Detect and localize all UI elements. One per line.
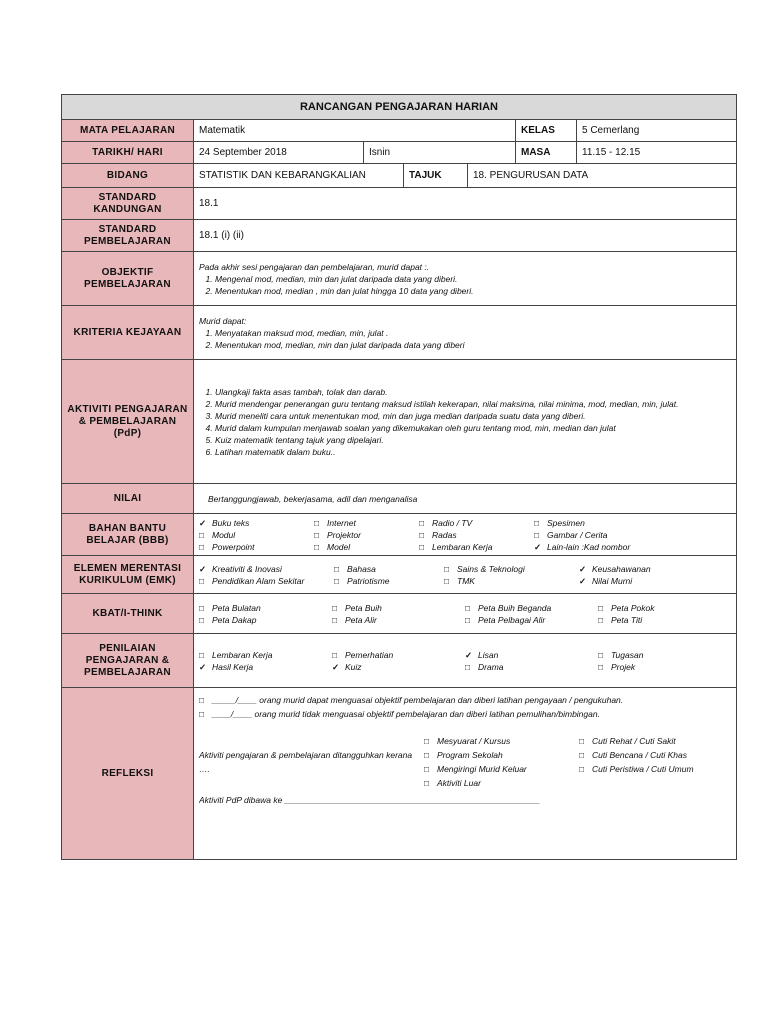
refleksi-ditangguh: Aktiviti pengajaran & pembelajaran ditangguhkan kerana …. bbox=[199, 750, 413, 774]
label-standard-pembelajaran: STANDARD PEMBELAJARAN bbox=[62, 220, 194, 252]
label-penilaian: PENILAIAN PENGAJARAN & PEMBELAJARAN bbox=[62, 634, 194, 688]
value-kelas: 5 Cemerlang bbox=[577, 120, 737, 142]
objektif-list bbox=[199, 273, 731, 297]
value-tajuk: 18. PENGURUSAN DATA bbox=[468, 164, 737, 188]
kbat-option[interactable]: □ Peta Bulatan bbox=[199, 602, 261, 613]
refleksi-postpone-block bbox=[199, 734, 731, 790]
bbb-option[interactable]: □ Radio / TV bbox=[419, 517, 473, 528]
bbb-option[interactable]: ✓ Buku teks bbox=[199, 517, 250, 528]
emk-option[interactable]: ✓ Keusahawanan bbox=[579, 563, 651, 574]
label-mata-pelajaran: MATA PELAJARAN bbox=[62, 120, 194, 142]
bbb-option[interactable]: □ Lembaran Kerja bbox=[419, 541, 493, 552]
label-kbat: KBAT/I-THINK bbox=[62, 594, 194, 634]
kriteria-item: 1. Menyatakan maksud mod, median, min, julat . bbox=[215, 327, 731, 339]
emk-option[interactable]: □ Pendidikan Alam Sekitar bbox=[199, 575, 305, 586]
page-title: RANCANGAN PENGAJARAN HARIAN bbox=[62, 95, 737, 120]
bbb-option[interactable]: □ Gambar / Cerita bbox=[534, 529, 608, 540]
lesson-plan-table bbox=[61, 94, 737, 860]
label-bidang: BIDANG bbox=[62, 164, 194, 188]
value-mata-pelajaran: Matematik bbox=[194, 120, 516, 142]
penilaian-option[interactable]: □ Pemerhatian bbox=[332, 649, 394, 660]
refleksi-reasons-col2 bbox=[579, 734, 729, 790]
penilaian-option[interactable]: ✓ Hasil Kerja bbox=[199, 661, 254, 672]
label-standard-kandungan: STANDARD KANDUNGAN bbox=[62, 188, 194, 220]
reason-option[interactable]: □ Mesyuarat / Kursus bbox=[424, 736, 511, 746]
label-objektif: OBJEKTIF PEMBELAJARAN bbox=[62, 252, 194, 306]
kbat-option[interactable]: □ Peta Pelbagai Alir bbox=[465, 614, 546, 625]
objektif-item: 2. Menentukan mod, median , min dan julat hingga 10 data yang diberi. bbox=[215, 285, 731, 297]
objektif-intro: Pada akhir sesi pengajaran dan pembelajaran, murid dapat :. bbox=[199, 261, 430, 272]
penilaian-cell bbox=[194, 634, 737, 688]
kbat-checklist bbox=[199, 602, 731, 626]
reason-option[interactable]: □ Mengiringi Murid Keluar bbox=[424, 764, 527, 774]
penilaian-option[interactable]: □ Tugasan bbox=[598, 649, 644, 660]
aktiviti-cell bbox=[194, 360, 737, 484]
reason-option[interactable]: □ Cuti Bencana / Cuti Khas bbox=[579, 750, 687, 760]
label-kelas: KELAS bbox=[516, 120, 577, 142]
bbb-option[interactable]: □ Model bbox=[314, 541, 351, 552]
label-tajuk: TAJUK bbox=[404, 164, 468, 188]
value-hari: Isnin bbox=[364, 142, 516, 164]
kriteria-cell bbox=[194, 306, 737, 360]
refleksi-line-1: □ _____/____ orang murid dapat menguasai objektif pembelajaran dan diberi latihan pengayaan / pengukuhan. bbox=[199, 695, 624, 705]
aktiviti-item: 4. Murid dalam kumpulan menjawab soalan yang dikemukakan oleh guru tentang mod, min, median dan julat bbox=[215, 422, 731, 434]
refleksi-line-2: □ ____/____ orang murid tidak menguasai objektif pembelajaran dan diberi latihan pemulihan/bimbingan. bbox=[199, 709, 600, 719]
lesson-plan-sheet bbox=[61, 94, 736, 860]
reason-option[interactable]: □ Cuti Peristiwa / Cuti Umum bbox=[579, 764, 694, 774]
penilaian-option[interactable]: ✓ Lisan bbox=[465, 649, 499, 660]
value-nilai: Bertanggungjawab, bekerjasama, adil dan menganalisa bbox=[194, 484, 737, 514]
kriteria-item: 2. Menentukan mod, median, min dan julat daripada data yang diberi bbox=[215, 339, 731, 351]
kbat-option[interactable]: □ Peta Dakap bbox=[199, 614, 257, 625]
emk-option[interactable]: ✓ Kreativiti & Inovasi bbox=[199, 563, 282, 574]
value-standard-pembelajaran: 18.1 (i) (ii) bbox=[194, 220, 737, 252]
aktiviti-item: 5. Kuiz matematik tentang tajuk yang dipelajari. bbox=[215, 434, 731, 446]
bbb-option[interactable]: ✓ Lain-lain :Kad nombor bbox=[534, 541, 631, 552]
bbb-cell bbox=[194, 514, 737, 556]
aktiviti-item: 6. Latihan matematik dalam buku.. bbox=[215, 446, 731, 458]
reason-option[interactable]: □ Cuti Rehat / Cuti Sakit bbox=[579, 736, 676, 746]
value-bidang: STATISTIK DAN KEBARANGKALIAN bbox=[194, 164, 404, 188]
bbb-option[interactable]: □ Internet bbox=[314, 517, 356, 528]
label-tarikh-hari: TARIKH/ HARI bbox=[62, 142, 194, 164]
label-emk: ELEMEN MERENTASI KURIKULUM (EMK) bbox=[62, 556, 194, 594]
kbat-option[interactable]: □ Peta Alir bbox=[332, 614, 377, 625]
penilaian-option[interactable]: □ Drama bbox=[465, 661, 504, 672]
kbat-option[interactable]: □ Peta Buih Beganda bbox=[465, 602, 552, 613]
kriteria-intro: Murid dapat: bbox=[199, 315, 247, 326]
label-refleksi: REFLEKSI bbox=[62, 688, 194, 860]
refleksi-reasons-col1 bbox=[424, 734, 579, 790]
penilaian-option[interactable]: □ Lembaran Kerja bbox=[199, 649, 273, 660]
penilaian-checklist bbox=[199, 649, 731, 673]
bbb-option[interactable]: □ Spesimen bbox=[534, 517, 585, 528]
bbb-option[interactable]: □ Modul bbox=[199, 529, 236, 540]
objektif-item: 1. Mengenal mod, median, min dan julat daripada data yang diberi. bbox=[215, 273, 731, 285]
bbb-option[interactable]: □ Radas bbox=[419, 529, 457, 540]
value-masa: 11.15 - 12.15 bbox=[577, 142, 737, 164]
aktiviti-item: 3. Murid meneliti cara untuk menentukan mod, min dan juga median daripada suatu data yang diberi. bbox=[215, 410, 731, 422]
objektif-cell bbox=[194, 252, 737, 306]
penilaian-option[interactable]: □ Projek bbox=[598, 661, 636, 672]
aktiviti-list bbox=[199, 386, 731, 458]
label-bbb: BAHAN BANTU BELAJAR (BBB) bbox=[62, 514, 194, 556]
emk-option[interactable]: □ TMK bbox=[444, 575, 475, 586]
label-aktiviti: AKTIVITI PENGAJARAN & PEMBELAJARAN (PdP) bbox=[62, 360, 194, 484]
penilaian-option[interactable]: ✓ Kuiz bbox=[332, 661, 362, 672]
bbb-checklist bbox=[199, 517, 731, 553]
kbat-option[interactable]: □ Peta Pokok bbox=[598, 602, 655, 613]
kbat-option[interactable]: □ Peta Buih bbox=[332, 602, 382, 613]
emk-option[interactable]: □ Sains & Teknologi bbox=[444, 563, 525, 574]
kriteria-list bbox=[199, 327, 731, 351]
label-nilai: NILAI bbox=[62, 484, 194, 514]
aktiviti-item: 2. Murid mendengar penerangan guru tentang maksud istilah kekerapan, nilai maksima, nilai minima, mod, median, min, julat. bbox=[215, 398, 731, 410]
emk-cell bbox=[194, 556, 737, 594]
label-masa: MASA bbox=[516, 142, 577, 164]
value-standard-kandungan: 18.1 bbox=[194, 188, 737, 220]
emk-option[interactable]: □ Bahasa bbox=[334, 563, 376, 574]
aktiviti-item: 1. Ulangkaji fakta asas tambah, tolak dan darab. bbox=[215, 386, 731, 398]
reason-option[interactable]: □ Program Sekolah bbox=[424, 750, 503, 760]
value-tarikh: 24 September 2018 bbox=[194, 142, 364, 164]
emk-checklist bbox=[199, 563, 731, 587]
refleksi-dibawa-ke: Aktiviti PdP dibawa ke ______________________________________________________ bbox=[199, 795, 540, 805]
emk-option[interactable]: □ Patriotisme bbox=[334, 575, 390, 586]
kbat-option[interactable]: □ Peta Titi bbox=[598, 614, 643, 625]
refleksi-cell bbox=[194, 688, 737, 860]
bbb-option[interactable]: □ Projektor bbox=[314, 529, 362, 540]
label-kriteria: KRITERIA KEJAYAAN bbox=[62, 306, 194, 360]
kbat-cell bbox=[194, 594, 737, 634]
reason-option[interactable]: □ Aktiviti Luar bbox=[424, 778, 481, 788]
bbb-option[interactable]: □ Powerpoint bbox=[199, 541, 255, 552]
emk-option[interactable]: ✓ Nilai Murni bbox=[579, 575, 633, 586]
